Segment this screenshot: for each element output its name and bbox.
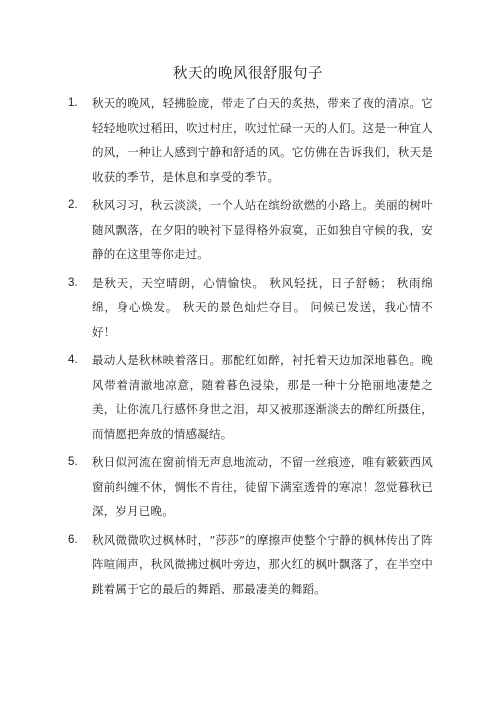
list-item-text: 秋风微微吹过枫林时，“莎莎”的摩擦声使整个宁静的枫林传出了阵阵喧闹声，秋风微拂过枫叶旁边，那火红的枫叶飘落了，在半空中跳着属于它的最后的舞蹈、那最凄美的舞蹈。 xyxy=(92,532,433,596)
list-item xyxy=(68,91,433,189)
list-item xyxy=(68,271,433,345)
list-item-number: 6. xyxy=(68,533,78,546)
list-item-number: 5. xyxy=(68,456,78,468)
list-item-text: 秋日似河流在窗前悄无声息地流动，不留一丝痕迹，唯有簌簌西风窗前纠缠不休，惆怅不肯往，徒留下满室透骨的寒凉！忽觉暮秋已深，岁月已晚。 xyxy=(92,455,433,518)
document-title: 秋天的晚风很舒服句子 xyxy=(173,66,323,82)
list-item-number: 4. xyxy=(68,354,78,366)
sentence-list xyxy=(68,91,433,605)
list-item xyxy=(68,450,433,524)
list-item-number: 3. xyxy=(68,276,78,289)
list-item-text: 最动人是秋林映着落日。那酡红如醉，衬托着天边加深地暮色。晚风带着清澈地凉意，随着暮色浸染，那是一种十分艳丽地凄楚之美，让你流几行感怀身世之泪，却又被那逐渐淡去的醉红所摄住，而情愿把奔放的情感凝结。 xyxy=(92,353,433,441)
list-item-text: 秋风习习，秋云淡淡，一个人站在缤纷欲燃的小路上。美丽的树叶随风飘落，在夕阳的映衬下显得格外寂寞，正如独自守候的我，安静的在这里等你走过。 xyxy=(92,198,433,261)
list-item xyxy=(68,193,433,267)
list-item-number: 2. xyxy=(68,199,78,211)
list-item-text: 是秋天，天空晴朗，心情愉快。 秋风轻抚，日子舒畅； 秋雨绵绵，身心焕发。 秋天的景色灿烂夺目。 问候已发送，我心情不好！ xyxy=(92,275,433,339)
list-item-text: 秋天的晚风，轻拂脸庞，带走了白天的炙热，带来了夜的清凉。它轻轻地吹过稻田，吹过村庄，吹过忙碌一天的人们。这是一种宜人的风，一种让人感到宁静和舒适的风。它仿佛在告诉我们，秋天是收获的季节，是休息和享受的季节。 xyxy=(92,96,433,184)
list-item-number: 1. xyxy=(68,97,78,109)
list-item xyxy=(68,348,433,446)
list-item xyxy=(68,528,433,602)
